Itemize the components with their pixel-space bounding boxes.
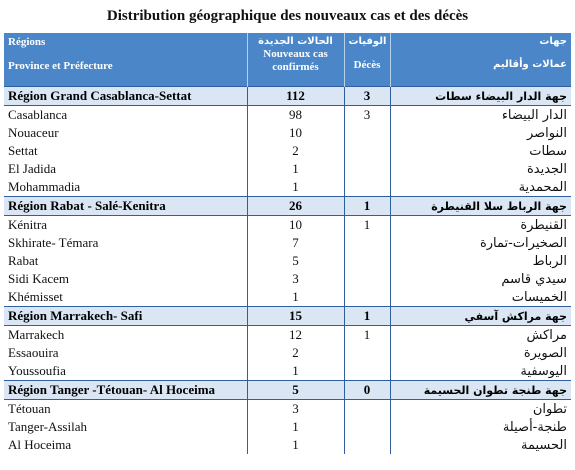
header-deaths-arabic: الوفيات xyxy=(348,36,387,47)
province-name-arabic: سطات xyxy=(529,143,567,159)
province-cases: 98 xyxy=(247,106,344,125)
province-cases: 5 xyxy=(247,252,344,270)
region-row xyxy=(4,87,571,106)
province-name: Tanger-Assilah xyxy=(4,418,247,436)
province-cases: 1 xyxy=(247,418,344,436)
region-name-arabic: جهة الرباط سلا القنيطرة xyxy=(390,197,571,216)
province-name-arabic: سيدي قاسم xyxy=(501,271,567,287)
province-cases: 12 xyxy=(247,326,344,345)
province-name-arabic: الرباط xyxy=(532,253,567,269)
region-name-arabic: جهة طنجة تطوان الحسيمة xyxy=(390,381,571,400)
province-name-arabic: المحمدية xyxy=(518,179,567,195)
region-name: Région Marrakech- Safi xyxy=(4,307,247,326)
header-regions xyxy=(4,33,247,87)
province-deaths xyxy=(344,362,390,381)
header-new-cases-line2: confirmés xyxy=(272,61,319,73)
region-name: Région Tanger -Tétouan- Al Hoceima xyxy=(4,381,247,400)
province-row xyxy=(4,160,571,178)
region-cases: 5 xyxy=(247,381,344,400)
province-name: Mohammadia xyxy=(4,178,247,197)
province-deaths xyxy=(344,400,390,419)
province-name: Sidi Kacem xyxy=(4,270,247,288)
page-title: Distribution géographique des nouveaux cas et des décès xyxy=(106,8,469,24)
province-row xyxy=(4,216,571,235)
header-arabic-regions xyxy=(390,33,571,87)
province-cases: 7 xyxy=(247,234,344,252)
header-province-label: Province et Préfecture xyxy=(8,60,113,72)
province-name: Nouaceur xyxy=(4,124,247,142)
province-name-arabic: طنجة-أصيلة xyxy=(502,419,567,435)
province-name: Youssoufia xyxy=(4,362,247,381)
province-deaths xyxy=(344,252,390,270)
province-name: Skhirate- Témara xyxy=(4,234,247,252)
region-name-arabic: جهة الدار البيضاء سطات xyxy=(390,87,571,106)
province-cases: 1 xyxy=(247,160,344,178)
province-row xyxy=(4,124,571,142)
province-name: Marrakech xyxy=(4,326,247,345)
region-name: Région Grand Casablanca-Settat xyxy=(4,87,247,106)
province-deaths: 1 xyxy=(344,216,390,235)
province-name-arabic: النواصر xyxy=(526,125,567,141)
region-name: Région Rabat - Salé-Kenitra xyxy=(4,197,247,216)
province-name: Essaouira xyxy=(4,344,247,362)
province-deaths xyxy=(344,142,390,160)
province-name: Al Hoceima xyxy=(4,436,247,454)
province-cases: 1 xyxy=(247,178,344,197)
province-deaths xyxy=(344,344,390,362)
province-name: Casablanca xyxy=(4,106,247,125)
province-cases: 10 xyxy=(247,216,344,235)
province-cases: 3 xyxy=(247,270,344,288)
province-name: Khémisset xyxy=(4,288,247,307)
province-name-arabic: الدار البيضاء xyxy=(501,107,567,123)
province-name: Kénitra xyxy=(4,216,247,235)
province-row xyxy=(4,418,571,436)
header-arabic-line2: عمالات وأقاليم xyxy=(493,59,567,70)
province-cases: 2 xyxy=(247,344,344,362)
province-name: Rabat xyxy=(4,252,247,270)
province-row xyxy=(4,400,571,419)
header-new-cases xyxy=(247,33,344,87)
province-row xyxy=(4,326,571,345)
province-row xyxy=(4,344,571,362)
province-row xyxy=(4,178,571,197)
province-row xyxy=(4,142,571,160)
region-deaths: 0 xyxy=(344,381,390,400)
province-cases: 1 xyxy=(247,362,344,381)
header-new-cases-arabic: الحالات الجديدة xyxy=(258,36,333,47)
province-cases: 2 xyxy=(247,142,344,160)
province-cases: 3 xyxy=(247,400,344,419)
province-row xyxy=(4,106,571,125)
province-row xyxy=(4,270,571,288)
province-name-arabic: الحسيمة xyxy=(521,437,567,453)
header-regions-label: Régions xyxy=(8,36,46,48)
province-name-arabic: القنيطرة xyxy=(520,217,567,233)
province-cases: 10 xyxy=(247,124,344,142)
region-cases: 15 xyxy=(247,307,344,326)
province-deaths: 3 xyxy=(344,106,390,125)
province-row xyxy=(4,436,571,454)
region-row xyxy=(4,197,571,216)
province-row xyxy=(4,288,571,307)
distribution-table xyxy=(4,33,571,454)
table-body xyxy=(4,87,571,455)
region-row xyxy=(4,307,571,326)
province-name-arabic: اليوسفية xyxy=(520,363,567,379)
region-row xyxy=(4,381,571,400)
province-name-arabic: تطوان xyxy=(532,401,567,417)
province-deaths xyxy=(344,418,390,436)
header-deaths-label: Décès xyxy=(353,59,381,71)
province-cases: 1 xyxy=(247,288,344,307)
region-deaths: 1 xyxy=(344,307,390,326)
province-row xyxy=(4,252,571,270)
province-name: Settat xyxy=(4,142,247,160)
province-deaths xyxy=(344,270,390,288)
province-deaths xyxy=(344,234,390,252)
province-name-arabic: الجديدة xyxy=(526,161,567,177)
province-deaths xyxy=(344,124,390,142)
header-new-cases-line1: Nouveaux cas xyxy=(263,48,328,60)
region-cases: 26 xyxy=(247,197,344,216)
header-deaths xyxy=(344,33,390,87)
province-deaths xyxy=(344,288,390,307)
province-deaths: 1 xyxy=(344,326,390,345)
province-row xyxy=(4,362,571,381)
region-deaths: 3 xyxy=(344,87,390,106)
province-name-arabic: الصويرة xyxy=(523,345,567,361)
province-deaths xyxy=(344,178,390,197)
province-row xyxy=(4,234,571,252)
province-name: Tétouan xyxy=(4,400,247,419)
region-cases: 112 xyxy=(247,87,344,106)
province-cases: 1 xyxy=(247,436,344,454)
province-name: El Jadida xyxy=(4,160,247,178)
province-name-arabic: الصخيرات-تمارة xyxy=(479,235,567,251)
province-deaths xyxy=(344,160,390,178)
region-deaths: 1 xyxy=(344,197,390,216)
region-name-arabic: جهة مراكش آسفي xyxy=(390,307,571,326)
table-header-row xyxy=(4,33,571,87)
province-name-arabic: الخميسات xyxy=(511,289,567,305)
header-arabic-line1: جهات xyxy=(539,36,567,47)
province-deaths xyxy=(344,436,390,454)
province-name-arabic: مراكش xyxy=(526,327,567,343)
